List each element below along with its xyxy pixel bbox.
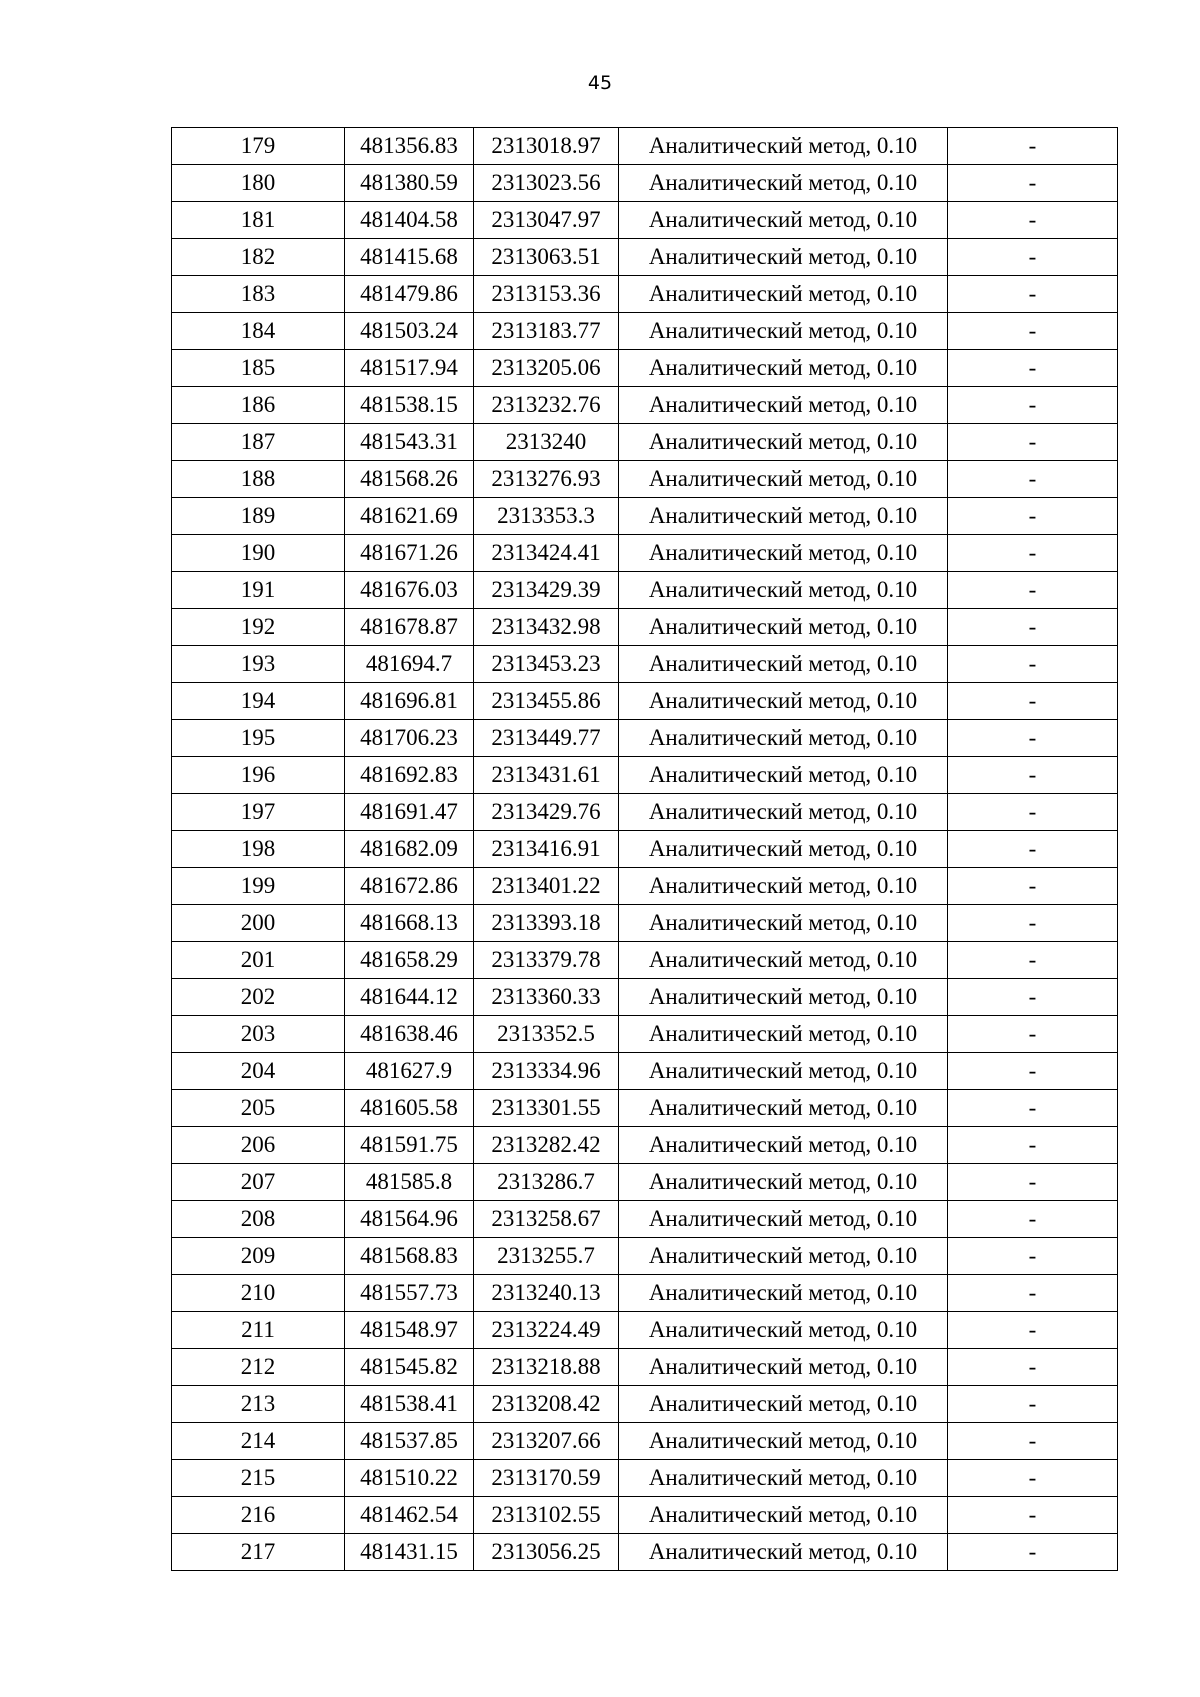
method-cell: Аналитический метод, 0.10 [619,1016,948,1053]
description-cell: - [948,646,1118,683]
description-cell: - [948,831,1118,868]
x-coordinate-cell: 481627.9 [345,1053,474,1090]
point-number-cell: 183 [172,276,345,313]
table-row [172,1238,1118,1275]
method-cell: Аналитический метод, 0.10 [619,1460,948,1497]
point-number-cell: 182 [172,239,345,276]
description-cell: - [948,905,1118,942]
method-cell: Аналитический метод, 0.10 [619,202,948,239]
description-cell: - [948,1127,1118,1164]
table-row [172,1349,1118,1386]
point-number-cell: 216 [172,1497,345,1534]
description-cell: - [948,1053,1118,1090]
y-coordinate-cell: 2313360.33 [474,979,619,1016]
point-number-cell: 213 [172,1386,345,1423]
y-coordinate-cell: 2313352.5 [474,1016,619,1053]
point-number-cell: 184 [172,313,345,350]
description-cell: - [948,1201,1118,1238]
x-coordinate-cell: 481591.75 [345,1127,474,1164]
x-coordinate-cell: 481568.26 [345,461,474,498]
description-cell: - [948,1164,1118,1201]
x-coordinate-cell: 481548.97 [345,1312,474,1349]
method-cell: Аналитический метод, 0.10 [619,128,948,165]
description-cell: - [948,794,1118,831]
y-coordinate-cell: 2313240 [474,424,619,461]
y-coordinate-cell: 2313334.96 [474,1053,619,1090]
x-coordinate-cell: 481644.12 [345,979,474,1016]
y-coordinate-cell: 2313255.7 [474,1238,619,1275]
method-cell: Аналитический метод, 0.10 [619,1534,948,1571]
table-row [172,239,1118,276]
y-coordinate-cell: 2313056.25 [474,1534,619,1571]
table-row [172,646,1118,683]
x-coordinate-cell: 481691.47 [345,794,474,831]
method-cell: Аналитический метод, 0.10 [619,1275,948,1312]
y-coordinate-cell: 2313416.91 [474,831,619,868]
point-number-cell: 215 [172,1460,345,1497]
x-coordinate-cell: 481692.83 [345,757,474,794]
point-number-cell: 205 [172,1090,345,1127]
y-coordinate-cell: 2313153.36 [474,276,619,313]
table-row [172,1275,1118,1312]
coordinates-table [171,127,1118,1571]
table-row [172,202,1118,239]
y-coordinate-cell: 2313429.39 [474,572,619,609]
point-number-cell: 190 [172,535,345,572]
description-cell: - [948,572,1118,609]
table-row [172,1423,1118,1460]
x-coordinate-cell: 481538.41 [345,1386,474,1423]
x-coordinate-cell: 481621.69 [345,498,474,535]
x-coordinate-cell: 481431.15 [345,1534,474,1571]
table-row [172,868,1118,905]
x-coordinate-cell: 481510.22 [345,1460,474,1497]
description-cell: - [948,1423,1118,1460]
description-cell: - [948,1534,1118,1571]
description-cell: - [948,1090,1118,1127]
method-cell: Аналитический метод, 0.10 [619,276,948,313]
description-cell: - [948,1238,1118,1275]
point-number-cell: 180 [172,165,345,202]
point-number-cell: 203 [172,1016,345,1053]
method-cell: Аналитический метод, 0.10 [619,794,948,831]
point-number-cell: 197 [172,794,345,831]
table-row [172,387,1118,424]
y-coordinate-cell: 2313232.76 [474,387,619,424]
x-coordinate-cell: 481696.81 [345,683,474,720]
method-cell: Аналитический метод, 0.10 [619,757,948,794]
y-coordinate-cell: 2313047.97 [474,202,619,239]
table-row [172,1016,1118,1053]
x-coordinate-cell: 481545.82 [345,1349,474,1386]
point-number-cell: 179 [172,128,345,165]
method-cell: Аналитический метод, 0.10 [619,1164,948,1201]
table-row [172,942,1118,979]
x-coordinate-cell: 481564.96 [345,1201,474,1238]
x-coordinate-cell: 481557.73 [345,1275,474,1312]
point-number-cell: 201 [172,942,345,979]
page-number: 45 [587,72,613,94]
method-cell: Аналитический метод, 0.10 [619,498,948,535]
point-number-cell: 207 [172,1164,345,1201]
y-coordinate-cell: 2313102.55 [474,1497,619,1534]
point-number-cell: 196 [172,757,345,794]
point-number-cell: 191 [172,572,345,609]
x-coordinate-cell: 481479.86 [345,276,474,313]
description-cell: - [948,387,1118,424]
description-cell: - [948,757,1118,794]
point-number-cell: 194 [172,683,345,720]
method-cell: Аналитический метод, 0.10 [619,979,948,1016]
point-number-cell: 195 [172,720,345,757]
table-row [172,1386,1118,1423]
x-coordinate-cell: 481568.83 [345,1238,474,1275]
description-cell: - [948,313,1118,350]
table-row [172,720,1118,757]
description-cell: - [948,165,1118,202]
x-coordinate-cell: 481694.7 [345,646,474,683]
point-number-cell: 198 [172,831,345,868]
x-coordinate-cell: 481682.09 [345,831,474,868]
table-row [172,572,1118,609]
description-cell: - [948,942,1118,979]
method-cell: Аналитический метод, 0.10 [619,683,948,720]
point-number-cell: 193 [172,646,345,683]
method-cell: Аналитический метод, 0.10 [619,239,948,276]
point-number-cell: 210 [172,1275,345,1312]
table-row [172,313,1118,350]
y-coordinate-cell: 2313258.67 [474,1201,619,1238]
table-row [172,276,1118,313]
y-coordinate-cell: 2313393.18 [474,905,619,942]
method-cell: Аналитический метод, 0.10 [619,535,948,572]
x-coordinate-cell: 481605.58 [345,1090,474,1127]
point-number-cell: 192 [172,609,345,646]
table-row [172,979,1118,1016]
description-cell: - [948,1312,1118,1349]
table-row [172,1201,1118,1238]
point-number-cell: 209 [172,1238,345,1275]
x-coordinate-cell: 481537.85 [345,1423,474,1460]
method-cell: Аналитический метод, 0.10 [619,1386,948,1423]
method-cell: Аналитический метод, 0.10 [619,1127,948,1164]
y-coordinate-cell: 2313432.98 [474,609,619,646]
method-cell: Аналитический метод, 0.10 [619,868,948,905]
x-coordinate-cell: 481672.86 [345,868,474,905]
point-number-cell: 211 [172,1312,345,1349]
x-coordinate-cell: 481706.23 [345,720,474,757]
description-cell: - [948,202,1118,239]
table-row [172,831,1118,868]
description-cell: - [948,720,1118,757]
x-coordinate-cell: 481676.03 [345,572,474,609]
table-row [172,165,1118,202]
description-cell: - [948,128,1118,165]
method-cell: Аналитический метод, 0.10 [619,313,948,350]
point-number-cell: 206 [172,1127,345,1164]
description-cell: - [948,683,1118,720]
method-cell: Аналитический метод, 0.10 [619,942,948,979]
description-cell: - [948,1460,1118,1497]
y-coordinate-cell: 2313063.51 [474,239,619,276]
table-row [172,424,1118,461]
description-cell: - [948,424,1118,461]
method-cell: Аналитический метод, 0.10 [619,350,948,387]
table-row [172,1534,1118,1571]
point-number-cell: 185 [172,350,345,387]
x-coordinate-cell: 481517.94 [345,350,474,387]
x-coordinate-cell: 481678.87 [345,609,474,646]
description-cell: - [948,350,1118,387]
y-coordinate-cell: 2313218.88 [474,1349,619,1386]
y-coordinate-cell: 2313224.49 [474,1312,619,1349]
method-cell: Аналитический метод, 0.10 [619,720,948,757]
method-cell: Аналитический метод, 0.10 [619,1238,948,1275]
x-coordinate-cell: 481462.54 [345,1497,474,1534]
table-row [172,1164,1118,1201]
method-cell: Аналитический метод, 0.10 [619,387,948,424]
table-row [172,498,1118,535]
table-row [172,1090,1118,1127]
table-row [172,905,1118,942]
y-coordinate-cell: 2313018.97 [474,128,619,165]
method-cell: Аналитический метод, 0.10 [619,461,948,498]
y-coordinate-cell: 2313353.3 [474,498,619,535]
y-coordinate-cell: 2313023.56 [474,165,619,202]
x-coordinate-cell: 481503.24 [345,313,474,350]
y-coordinate-cell: 2313205.06 [474,350,619,387]
point-number-cell: 187 [172,424,345,461]
y-coordinate-cell: 2313453.23 [474,646,619,683]
y-coordinate-cell: 2313449.77 [474,720,619,757]
x-coordinate-cell: 481585.8 [345,1164,474,1201]
y-coordinate-cell: 2313429.76 [474,794,619,831]
method-cell: Аналитический метод, 0.10 [619,1090,948,1127]
description-cell: - [948,1497,1118,1534]
method-cell: Аналитический метод, 0.10 [619,905,948,942]
description-cell: - [948,1349,1118,1386]
x-coordinate-cell: 481404.58 [345,202,474,239]
table-row [172,1460,1118,1497]
point-number-cell: 199 [172,868,345,905]
description-cell: - [948,239,1118,276]
point-number-cell: 200 [172,905,345,942]
y-coordinate-cell: 2313301.55 [474,1090,619,1127]
y-coordinate-cell: 2313282.42 [474,1127,619,1164]
point-number-cell: 188 [172,461,345,498]
table-row [172,461,1118,498]
table-row [172,1312,1118,1349]
x-coordinate-cell: 481380.59 [345,165,474,202]
y-coordinate-cell: 2313240.13 [474,1275,619,1312]
table-row [172,1497,1118,1534]
description-cell: - [948,1275,1118,1312]
method-cell: Аналитический метод, 0.10 [619,1201,948,1238]
x-coordinate-cell: 481538.15 [345,387,474,424]
description-cell: - [948,1016,1118,1053]
method-cell: Аналитический метод, 0.10 [619,609,948,646]
point-number-cell: 204 [172,1053,345,1090]
method-cell: Аналитический метод, 0.10 [619,831,948,868]
x-coordinate-cell: 481668.13 [345,905,474,942]
description-cell: - [948,609,1118,646]
method-cell: Аналитический метод, 0.10 [619,1349,948,1386]
table-row [172,683,1118,720]
point-number-cell: 214 [172,1423,345,1460]
y-coordinate-cell: 2313207.66 [474,1423,619,1460]
method-cell: Аналитический метод, 0.10 [619,424,948,461]
y-coordinate-cell: 2313286.7 [474,1164,619,1201]
point-number-cell: 217 [172,1534,345,1571]
y-coordinate-cell: 2313379.78 [474,942,619,979]
table-row [172,128,1118,165]
x-coordinate-cell: 481356.83 [345,128,474,165]
table-row [172,757,1118,794]
point-number-cell: 181 [172,202,345,239]
table-row [172,1127,1118,1164]
method-cell: Аналитический метод, 0.10 [619,1423,948,1460]
method-cell: Аналитический метод, 0.10 [619,572,948,609]
table-body [172,128,1118,1571]
y-coordinate-cell: 2313170.59 [474,1460,619,1497]
x-coordinate-cell: 481543.31 [345,424,474,461]
description-cell: - [948,868,1118,905]
point-number-cell: 208 [172,1201,345,1238]
y-coordinate-cell: 2313208.42 [474,1386,619,1423]
y-coordinate-cell: 2313455.86 [474,683,619,720]
description-cell: - [948,498,1118,535]
method-cell: Аналитический метод, 0.10 [619,1312,948,1349]
x-coordinate-cell: 481658.29 [345,942,474,979]
y-coordinate-cell: 2313183.77 [474,313,619,350]
table-row [172,535,1118,572]
y-coordinate-cell: 2313431.61 [474,757,619,794]
table-row [172,1053,1118,1090]
description-cell: - [948,1386,1118,1423]
description-cell: - [948,461,1118,498]
description-cell: - [948,535,1118,572]
x-coordinate-cell: 481415.68 [345,239,474,276]
table-row [172,609,1118,646]
description-cell: - [948,979,1118,1016]
method-cell: Аналитический метод, 0.10 [619,646,948,683]
method-cell: Аналитический метод, 0.10 [619,165,948,202]
method-cell: Аналитический метод, 0.10 [619,1053,948,1090]
description-cell: - [948,276,1118,313]
method-cell: Аналитический метод, 0.10 [619,1497,948,1534]
point-number-cell: 189 [172,498,345,535]
point-number-cell: 186 [172,387,345,424]
y-coordinate-cell: 2313401.22 [474,868,619,905]
table-row [172,350,1118,387]
point-number-cell: 212 [172,1349,345,1386]
table-row [172,794,1118,831]
x-coordinate-cell: 481638.46 [345,1016,474,1053]
y-coordinate-cell: 2313276.93 [474,461,619,498]
point-number-cell: 202 [172,979,345,1016]
x-coordinate-cell: 481671.26 [345,535,474,572]
y-coordinate-cell: 2313424.41 [474,535,619,572]
